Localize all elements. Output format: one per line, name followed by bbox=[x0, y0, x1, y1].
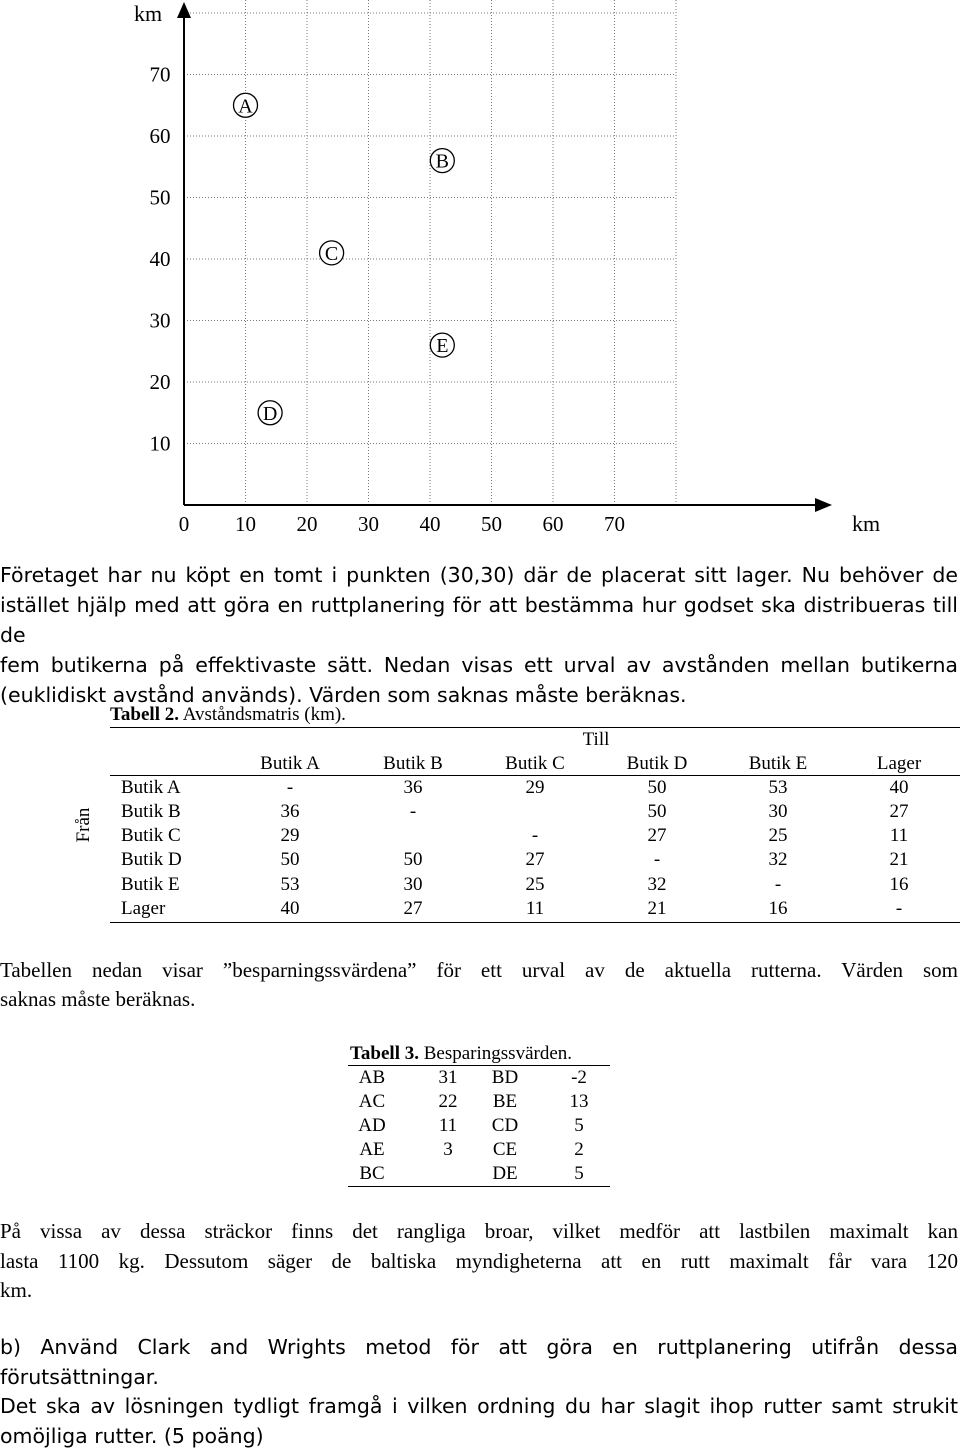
matrix-cell: 16 bbox=[769, 898, 788, 920]
matrix-cell: 21 bbox=[648, 898, 667, 920]
store-location-chart bbox=[0, 0, 960, 545]
intro-line: istället hjälp med att göra en ruttplanering för att bestämma hur godset ska distribueras till de bbox=[0, 590, 958, 650]
matrix-cell: 25 bbox=[769, 825, 788, 847]
table3-caption-bold: Tabell 3. bbox=[350, 1043, 419, 1064]
constraints-paragraph bbox=[0, 1217, 958, 1306]
x-tick-label: 20 bbox=[297, 512, 318, 536]
savings-value-cell: 22 bbox=[439, 1091, 458, 1113]
row-label: Butik A bbox=[121, 777, 181, 799]
intro-paragraph bbox=[0, 560, 958, 710]
route-pair-cell: CD bbox=[492, 1115, 518, 1137]
y-tick-label: 60 bbox=[150, 124, 171, 148]
row-label: Butik B bbox=[121, 801, 181, 823]
store-label-a: A bbox=[238, 95, 253, 117]
task-paragraph bbox=[0, 1333, 958, 1451]
matrix-cell: 29 bbox=[526, 777, 545, 799]
axis-layer bbox=[177, 2, 832, 512]
matrix-cell: 40 bbox=[281, 898, 300, 920]
chart-svg bbox=[0, 0, 960, 545]
savings-value-cell: -2 bbox=[571, 1067, 587, 1089]
matrix-cell: 53 bbox=[769, 777, 788, 799]
savings-value-cell: 3 bbox=[443, 1139, 453, 1161]
y-axis-arrow bbox=[177, 2, 191, 18]
matrix-cell: - bbox=[410, 801, 416, 823]
matrix-cell: 32 bbox=[648, 874, 667, 896]
table2-caption-text: Avståndsmatris (km). bbox=[179, 704, 346, 725]
column-header: Butik C bbox=[505, 753, 565, 775]
fran-label: Från bbox=[73, 808, 95, 843]
column-header: Butik D bbox=[627, 753, 688, 775]
route-pair-cell: AD bbox=[358, 1115, 385, 1137]
table2-body bbox=[0, 700, 960, 930]
matrix-cell: 50 bbox=[648, 801, 667, 823]
matrix-cell: 29 bbox=[281, 825, 300, 847]
route-pair-cell: DE bbox=[492, 1163, 517, 1185]
matrix-cell: 50 bbox=[648, 777, 667, 799]
matrix-cell: 25 bbox=[526, 874, 545, 896]
table3-body bbox=[0, 1040, 960, 1190]
task-line: Det ska av lösningen tydligt framgå i vilken ordning du har slagit ihop rutter samt strukit bbox=[0, 1392, 958, 1422]
y-tick-label: 50 bbox=[150, 186, 171, 210]
matrix-cell: 30 bbox=[404, 874, 423, 896]
table2-header-rule bbox=[110, 775, 960, 776]
matrix-cell: 36 bbox=[404, 777, 423, 799]
route-pair-cell: AC bbox=[359, 1091, 385, 1113]
matrix-cell: 30 bbox=[769, 801, 788, 823]
y-axis-label: km bbox=[134, 1, 162, 26]
matrix-cell: 27 bbox=[890, 801, 909, 823]
column-header: Butik A bbox=[260, 753, 320, 775]
table2-top-rule bbox=[110, 727, 960, 728]
intro-line: (euklidiskt avstånd används). Värden som saknas måste beräknas. bbox=[0, 680, 958, 710]
matrix-cell: 16 bbox=[890, 874, 909, 896]
row-label: Butik D bbox=[121, 849, 182, 871]
row-label: Butik C bbox=[121, 825, 181, 847]
savings-value-cell: 5 bbox=[574, 1115, 584, 1137]
route-pair-cell: AE bbox=[359, 1139, 384, 1161]
matrix-cell: 27 bbox=[648, 825, 667, 847]
matrix-cell: - bbox=[654, 849, 660, 871]
column-header: Lager bbox=[877, 753, 921, 775]
intro-line: Företaget har nu köpt en tomt i punkten (30,30) där de placerat sitt lager. Nu behöver de bbox=[0, 560, 958, 590]
x-axis-label: km bbox=[852, 511, 880, 536]
matrix-cell: 50 bbox=[281, 849, 300, 871]
store-label-c: C bbox=[325, 243, 338, 265]
matrix-cell: 27 bbox=[526, 849, 545, 871]
constraints-line: På vissa av dessa sträckor finns det rangliga broar, vilket medför att lastbilen maximalt kan bbox=[0, 1217, 958, 1247]
intro-line: fem butikerna på effektivaste sätt. Nedan visas ett urval av avstånden mellan butikerna bbox=[0, 650, 958, 680]
column-header: Butik B bbox=[383, 753, 443, 775]
savings-intro-paragraph bbox=[0, 956, 958, 1014]
grid-layer bbox=[184, 0, 676, 505]
savings-value-cell: 11 bbox=[439, 1115, 457, 1137]
matrix-cell: 36 bbox=[281, 801, 300, 823]
savings-intro-line: saknas måste beräknas. bbox=[0, 985, 958, 1014]
table3-top-rule bbox=[348, 1065, 610, 1066]
route-pair-cell: BE bbox=[493, 1091, 517, 1113]
y-tick-label: 70 bbox=[150, 63, 171, 87]
constraints-line: lasta 1100 kg. Dessutom säger de baltiska myndigheterna att en rutt maximalt får vara 120 bbox=[0, 1247, 958, 1277]
task-line: b) Använd Clark and Wrights metod för att göra en ruttplanering utifrån dessa förutsättningar. bbox=[0, 1333, 958, 1392]
table3-caption-text: Besparingssvärden. bbox=[419, 1043, 572, 1064]
matrix-cell: - bbox=[287, 777, 293, 799]
row-label: Lager bbox=[121, 898, 165, 920]
matrix-cell: 11 bbox=[526, 898, 544, 920]
route-pair-cell: CE bbox=[493, 1139, 517, 1161]
x-axis-arrow bbox=[815, 498, 832, 512]
store-label-b: B bbox=[436, 151, 449, 173]
x-tick-label: 70 bbox=[604, 512, 625, 536]
store-label-e: E bbox=[436, 335, 448, 357]
x-tick-label: 40 bbox=[420, 512, 441, 536]
matrix-cell: 50 bbox=[404, 849, 423, 871]
row-label: Butik E bbox=[121, 874, 180, 896]
savings-value-cell: 13 bbox=[570, 1091, 589, 1113]
route-pair-cell: AB bbox=[359, 1067, 385, 1089]
matrix-cell: - bbox=[775, 874, 781, 896]
matrix-cell: 27 bbox=[404, 898, 423, 920]
x-tick-label: 30 bbox=[358, 512, 379, 536]
x-tick-label: 50 bbox=[481, 512, 502, 536]
table2-bottom-rule bbox=[110, 922, 960, 923]
store-label-d: D bbox=[263, 403, 277, 425]
matrix-cell: 11 bbox=[890, 825, 908, 847]
till-label: Till bbox=[583, 729, 610, 751]
savings-intro-line: Tabellen nedan visar ”besparningssvärdena” för ett urval av de aktuella rutterna. Värden som bbox=[0, 956, 958, 985]
task-line: omöjliga rutter. (5 poäng) bbox=[0, 1422, 958, 1451]
y-tick-label: 30 bbox=[150, 309, 171, 333]
route-pair-cell: BD bbox=[492, 1067, 518, 1089]
matrix-cell: 53 bbox=[281, 874, 300, 896]
matrix-cell: 32 bbox=[769, 849, 788, 871]
savings-value-cell: 5 bbox=[574, 1163, 584, 1185]
route-pair-cell: BC bbox=[359, 1163, 384, 1185]
x-tick-label: 60 bbox=[543, 512, 564, 536]
constraints-line: km. bbox=[0, 1276, 958, 1306]
y-tick-label: 40 bbox=[150, 247, 171, 271]
y-tick-label: 10 bbox=[150, 432, 171, 456]
savings-value-cell: 31 bbox=[439, 1067, 458, 1089]
table2-caption-bold: Tabell 2. bbox=[110, 704, 179, 725]
savings-value-cell: 2 bbox=[574, 1139, 584, 1161]
savings-table bbox=[0, 1040, 960, 1190]
table3-bottom-rule bbox=[348, 1186, 610, 1187]
y-tick-label: 20 bbox=[150, 370, 171, 394]
x-tick-label: 10 bbox=[235, 512, 256, 536]
matrix-cell: 21 bbox=[890, 849, 909, 871]
column-header: Butik E bbox=[749, 753, 808, 775]
matrix-cell: - bbox=[532, 825, 538, 847]
distance-matrix-table bbox=[0, 700, 960, 930]
x-tick-label: 0 bbox=[179, 512, 190, 536]
matrix-cell: - bbox=[896, 898, 902, 920]
matrix-cell: 40 bbox=[890, 777, 909, 799]
